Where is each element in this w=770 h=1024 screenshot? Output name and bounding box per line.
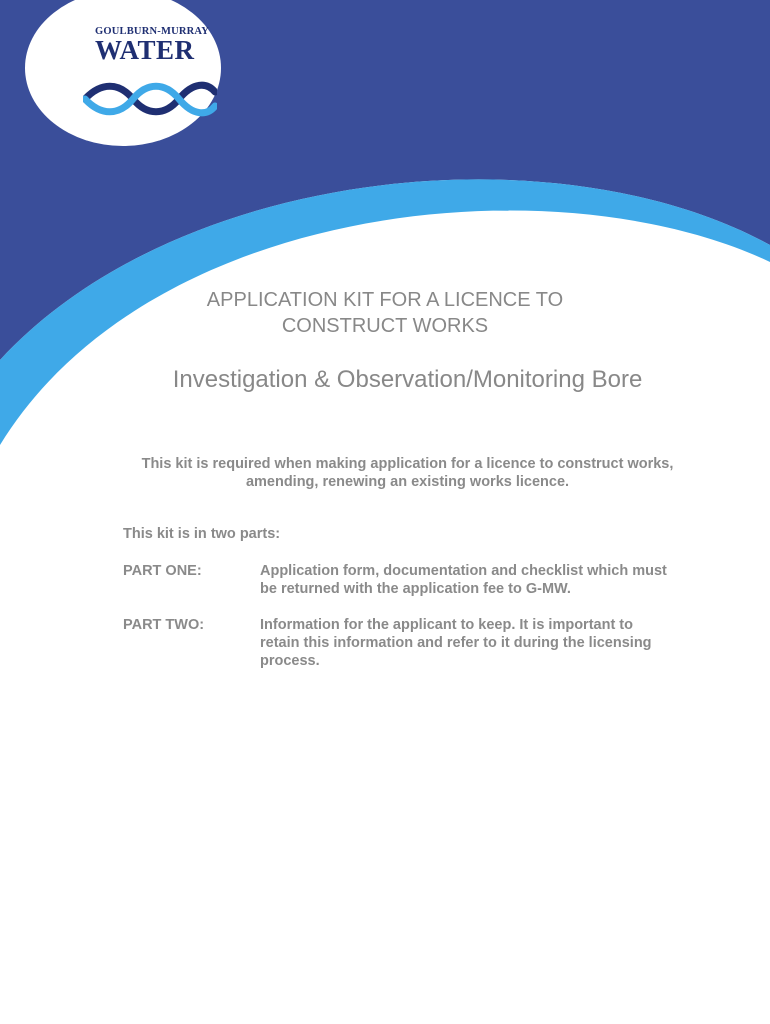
- part-two-line-1: Information for the applicant to keep. It is important to: [260, 617, 633, 633]
- parts-heading: This kit is in two parts:: [123, 526, 281, 542]
- goulburn-murray-water-logo: [23, 0, 223, 148]
- logo-white-oval: [25, 0, 221, 146]
- part-one-description: [260, 562, 705, 598]
- part-one-line-1: Application form, documentation and checklist which must: [260, 563, 667, 579]
- logo-waves-icon: [83, 80, 217, 118]
- document-title: [0, 287, 770, 339]
- part-two-label: PART TWO:: [123, 617, 205, 633]
- intro-line-2: amending, renewing an existing works licence.: [245, 474, 570, 490]
- intro-line-1: This kit is required when making application for a licence to construct works,: [141, 456, 674, 472]
- logo-text-water: WATER: [95, 35, 195, 65]
- part-one-label: PART ONE:: [123, 563, 202, 579]
- document-title-line-1: APPLICATION KIT FOR A LICENCE TO: [206, 289, 564, 311]
- part-two-line-3: process.: [260, 653, 320, 669]
- part-two-description: [260, 616, 705, 670]
- logo-text-goulburn-murray: GOULBURN-MURRAY: [95, 26, 210, 37]
- intro-paragraph: [0, 455, 770, 491]
- document-subtitle: Investigation & Observation/Monitoring Bore: [172, 366, 643, 393]
- part-one-line-2: be returned with the application fee to G-MW.: [260, 581, 571, 597]
- document-title-line-2: CONSTRUCT WORKS: [281, 315, 489, 337]
- part-two-line-2: retain this information and refer to it during the licensing: [260, 635, 652, 651]
